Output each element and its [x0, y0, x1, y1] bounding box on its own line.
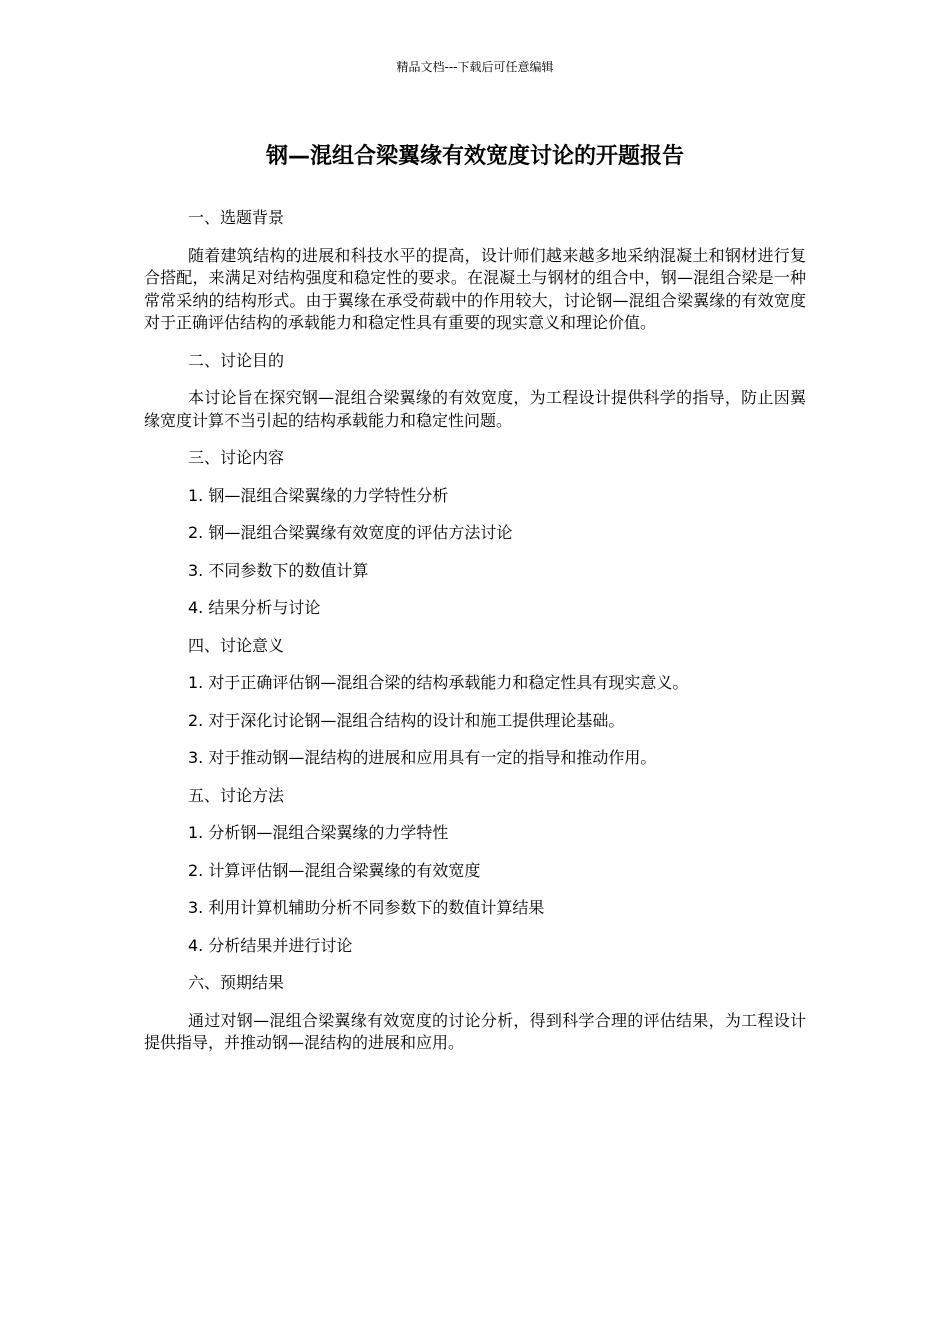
section-heading: 五、讨论方法 — [188, 785, 285, 805]
list-item: 1. 钢—混组合梁翼缘的力学特性分析 — [188, 485, 449, 505]
list-item: 1. 分析钢—混组合梁翼缘的力学特性 — [188, 823, 449, 842]
header-note: 精品文档---下载后可任意编辑 — [396, 60, 554, 74]
list-item: 3. 利用计算机辅助分析不同参数下的数值计算结果 — [188, 898, 545, 917]
list-item: 4. 结果分析与讨论 — [188, 598, 321, 617]
list-item: 4. 分析结果并进行讨论 — [188, 935, 353, 955]
document-body — [144, 207, 806, 1070]
document-title: 钢—混组合梁翼缘有效宽度讨论的开题报告 — [265, 144, 684, 169]
list-item: 3. 对于推动钢—混结构的进展和应用具有一定的指导和推动作用。 — [188, 748, 657, 767]
paragraph: 通过对钢—混组合梁翼缘有效宽度的讨论分析，得到科学合理的评估结果，为工程设计提供指导，并推动钢—混结构的进展和应用。 — [144, 1010, 806, 1052]
section-heading: 六、预期结果 — [188, 973, 285, 992]
section-heading: 三、讨论内容 — [188, 448, 285, 467]
paragraph: 随着建筑结构的进展和科技水平的提高，设计师们越来越多地采纳混凝土和钢材进行复合搭配，来满足对结构强度和稳定性的要求。在混凝土与钢材的组合中，钢—混组合梁是一种常常采纳的结构形式。由于翼缘在承受荷载中的作用较大，讨论钢—混组合梁翼缘的有效宽度对于正确评估结构的承载能力和稳定性具有重要的现实意义和理论价值。 — [144, 245, 806, 332]
list-item: 3. 不同参数下的数值计算 — [188, 560, 369, 580]
paragraph: 本讨论旨在探究钢—混组合梁翼缘的有效宽度，为工程设计提供科学的指导，防止因翼缘宽度计算不当引起的结构承载能力和稳定性问题。 — [144, 388, 806, 430]
list-item: 2. 对于深化讨论钢—混组合结构的设计和施工提供理论基础。 — [188, 710, 625, 730]
section-heading: 四、讨论意义 — [188, 635, 285, 655]
list-item: 2. 钢—混组合梁翼缘有效宽度的评估方法讨论 — [188, 523, 513, 542]
section-heading: 二、讨论目的 — [188, 350, 285, 370]
list-item: 1. 对于正确评估钢—混组合梁的结构承载能力和稳定性具有现实意义。 — [188, 673, 689, 692]
section-heading: 一、选题背景 — [188, 208, 285, 227]
list-item: 2. 计算评估钢—混组合梁翼缘的有效宽度 — [188, 860, 481, 880]
